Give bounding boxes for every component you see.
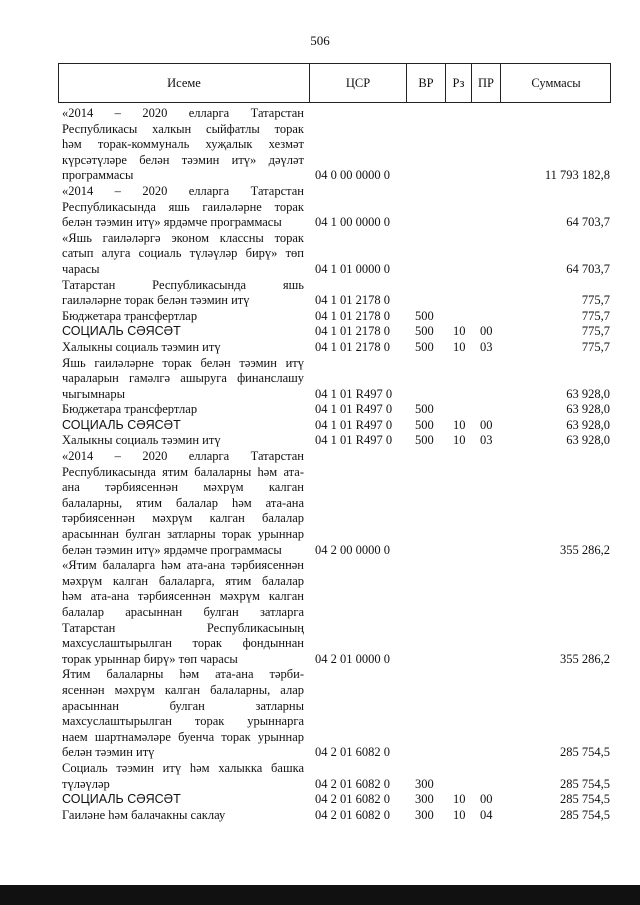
table-row: [62, 231, 610, 278]
table-row: [62, 667, 610, 761]
row-vr: 500: [415, 339, 434, 354]
table-row: [62, 278, 610, 309]
table-row: [62, 761, 610, 792]
row-name: [62, 808, 304, 824]
row-sum: 285 754,5: [560, 792, 610, 807]
row-name: [62, 558, 304, 667]
row-name: [62, 761, 304, 792]
row-name-line: чарасы: [62, 261, 100, 276]
row-vr: 300: [415, 807, 434, 822]
row-name-line: Халыкны социаль тәэмин итү: [62, 433, 221, 448]
row-name-line: арасыннан булган затларны: [62, 698, 304, 713]
row-pr: 03: [480, 433, 493, 448]
row-name-line: һәм ата-ана тәрбиясеннән мәхрүм калган: [62, 589, 304, 604]
row-name: [62, 309, 304, 325]
header-sum: Суммасы: [531, 75, 581, 90]
row-vr: 500: [415, 417, 434, 432]
row-name-line: СОЦИАЛЬ СӘЯСӘТ: [62, 324, 181, 339]
row-sum: 64 703,7: [566, 261, 610, 276]
row-name-line: Гаиләне һәм балачакны саклау: [62, 807, 226, 822]
table-row: [62, 184, 610, 231]
row-csr: 04 1 01 R497 0: [315, 386, 393, 401]
table-row: [62, 356, 610, 403]
row-csr: 04 1 01 2178 0: [315, 339, 390, 354]
header-name: Исеме: [167, 75, 201, 90]
row-name-line: наем шартнамәләре буенча торак урыннар: [62, 729, 304, 744]
row-name-line: ясеннән мәхрүм калган балаларны, алар: [62, 682, 304, 697]
row-name-line: Бюджетара трансфертлар: [62, 402, 198, 417]
row-name-line: сатып алуга социаль түләүләр бирү» төп: [62, 246, 304, 261]
header-csr: ЦСР: [345, 75, 371, 90]
row-csr: 04 1 01 R497 0: [315, 433, 393, 448]
row-name-line: Татарстан Республикасында яшь: [62, 277, 304, 292]
header-rz: Рз: [452, 75, 465, 90]
row-sum: 285 754,5: [560, 745, 610, 760]
row-sum: 63 928,0: [566, 417, 610, 432]
row-pr: 00: [480, 792, 493, 807]
row-vr: 300: [415, 792, 434, 807]
row-sum: 775,7: [581, 308, 610, 323]
row-name: [62, 324, 304, 340]
row-name: [62, 340, 304, 356]
table-row: [62, 402, 610, 418]
row-name-line: түләүләр: [62, 776, 110, 791]
row-name-line: СОЦИАЛЬ СӘЯСӘТ: [62, 792, 181, 807]
row-name-line: гаиләләрне торак белән тәэмин итү: [62, 293, 250, 308]
table-row: [62, 309, 610, 325]
table-row: [62, 558, 610, 667]
row-sum: 63 928,0: [566, 433, 610, 448]
row-name-line: программасы: [62, 168, 134, 183]
row-sum: 355 286,2: [560, 542, 610, 557]
row-sum: 63 928,0: [566, 386, 610, 401]
row-name: [62, 402, 304, 418]
row-name-line: торак урыннар бирү» төп чарасы: [62, 651, 238, 666]
row-name-line: Республикасы халкын сыйфатлы торак: [62, 121, 304, 136]
header-vr: ВР: [418, 75, 434, 90]
row-csr: 04 2 01 0000 0: [315, 651, 390, 666]
row-name-line: балалар арасыннан булган затларга: [62, 605, 304, 619]
table-row: [62, 433, 610, 449]
row-rz: 10: [453, 807, 466, 822]
row-rz: 10: [453, 339, 466, 354]
row-name-line: Социаль тәэмин итү һәм халыкка башка: [62, 760, 304, 775]
row-name: [62, 667, 304, 761]
row-name: [62, 278, 304, 309]
row-rz: 10: [453, 417, 466, 432]
row-csr: 04 1 01 2178 0: [315, 308, 390, 323]
table-row: [62, 449, 610, 558]
row-csr: 04 1 01 0000 0: [315, 261, 390, 276]
row-name: [62, 231, 304, 278]
row-csr: 04 2 00 0000 0: [315, 542, 390, 557]
row-name: [62, 106, 304, 184]
row-sum: 775,7: [581, 324, 610, 339]
row-csr: 04 0 00 0000 0: [315, 168, 390, 183]
row-sum: 11 793 182,8: [544, 168, 610, 183]
row-name: [62, 792, 304, 808]
row-name-line: «Ятим балаларга һәм ата-ана тәрбиясеннән: [62, 558, 304, 573]
row-name-line: Ятим балаларны һәм ата-ана тәрби-: [62, 667, 304, 682]
row-sum: 355 286,2: [560, 651, 610, 666]
table-row: [62, 418, 610, 434]
row-name-line: арасыннан булган затларны торак урыннар: [62, 527, 304, 542]
row-vr: 500: [415, 308, 434, 323]
row-csr: 04 2 01 6082 0: [315, 745, 390, 760]
row-rz: 10: [453, 433, 466, 448]
row-name-line: белән тәэмин итү» ярдәмче программасы: [62, 215, 282, 230]
row-name: [62, 449, 304, 558]
table-row: [62, 340, 610, 356]
row-name-line: Республикасында ятим балаларны һәм ата-: [62, 464, 304, 479]
row-csr: 04 1 00 0000 0: [315, 215, 390, 230]
row-sum: 775,7: [581, 339, 610, 354]
row-csr: 04 2 01 6082 0: [315, 776, 390, 791]
row-name-line: белән тәэмин итү: [62, 745, 155, 760]
row-pr: 00: [480, 417, 493, 432]
row-pr: 03: [480, 339, 493, 354]
row-name: [62, 184, 304, 231]
row-name: [62, 433, 304, 449]
row-name-line: «Яшь гаиләләргә эконом классны торак: [62, 230, 304, 245]
row-vr: 300: [415, 776, 434, 791]
row-sum: 63 928,0: [566, 402, 610, 417]
row-name-line: балаларны, ятим балалар һәм ата-ана: [62, 495, 304, 510]
row-name-line: «2014 – 2020 елларга Татарстан: [62, 183, 304, 198]
row-sum: 64 703,7: [566, 215, 610, 230]
row-name-line: Халыкны социаль тәэмин итү: [62, 339, 221, 354]
row-name-line: Бюджетара трансфертлар: [62, 308, 198, 323]
row-name-line: махсуслаштырылган торак фондыннан: [62, 636, 304, 651]
row-name-line: һәм торак-коммуналь хуҗалык хезмәт: [62, 137, 304, 152]
row-name: [62, 418, 304, 434]
row-name-line: ана тәрбиясеннән мәхрүм калган: [62, 480, 304, 495]
row-sum: 285 754,5: [560, 807, 610, 822]
table-row: [62, 808, 610, 824]
row-name-line: чараларын гамәлгә ашыруга финанслашу: [62, 371, 304, 386]
row-name-line: Татарстан Республикасының: [62, 620, 304, 635]
table-row: [62, 324, 610, 340]
row-sum: 285 754,5: [560, 776, 610, 791]
row-csr: 04 1 01 R497 0: [315, 417, 393, 432]
row-vr: 500: [415, 324, 434, 339]
row-name-line: күрсәтүләре белән тәэмин итү» дәүләт: [62, 152, 304, 167]
page-number: 506: [310, 33, 330, 48]
row-name-line: белән тәэмин итү» ярдәмче программасы: [62, 542, 282, 557]
row-csr: 04 1 01 2178 0: [315, 324, 390, 339]
row-name-line: СОЦИАЛЬ СӘЯСӘТ: [62, 417, 181, 432]
table-header: [58, 63, 611, 103]
row-pr: 04: [480, 807, 493, 822]
row-sum: 775,7: [581, 293, 610, 308]
table-body: [62, 106, 610, 823]
row-name-line: Республикасында яшь гаиләләрне торак: [62, 199, 304, 214]
row-vr: 500: [415, 433, 434, 448]
row-vr: 500: [415, 402, 434, 417]
row-csr: 04 1 01 2178 0: [315, 293, 390, 308]
row-name-line: «2014 – 2020 елларга Татарстан: [62, 449, 304, 464]
row-csr: 04 2 01 6082 0: [315, 807, 390, 822]
row-name-line: мәхрүм калган балаларга, ятим балалар: [62, 573, 304, 588]
row-name-line: чыгымнары: [62, 386, 126, 401]
row-rz: 10: [453, 792, 466, 807]
header-pr: ПР: [478, 75, 494, 90]
row-name-line: махсуслаштырылган торак урыннарга: [62, 714, 304, 729]
row-name: [62, 356, 304, 403]
row-csr: 04 1 01 R497 0: [315, 402, 393, 417]
table-row: [62, 792, 610, 808]
row-rz: 10: [453, 324, 466, 339]
table-row: [62, 106, 610, 184]
row-pr: 00: [480, 324, 493, 339]
row-name-line: «2014 – 2020 елларга Татарстан: [62, 106, 304, 120]
row-csr: 04 2 01 6082 0: [315, 792, 390, 807]
scan-edge: [0, 885, 640, 905]
row-name-line: тәрбиясеннән мәхрүм калган балалар: [62, 511, 304, 526]
row-name-line: Яшь гаиләләрне торак белән тәэмин итү: [62, 355, 304, 370]
